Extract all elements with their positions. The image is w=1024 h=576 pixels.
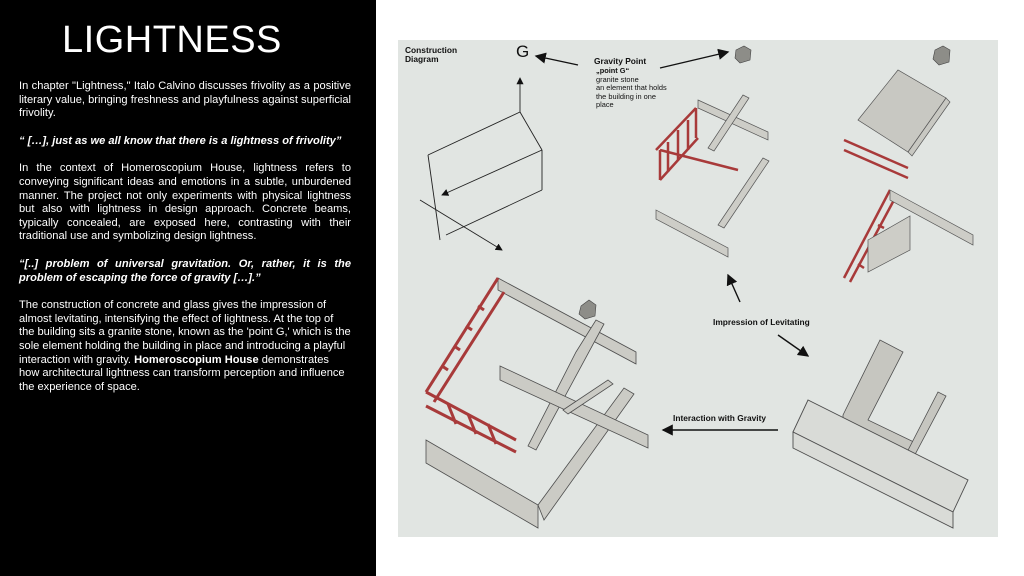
gravity-point-sub: „point G“ <box>596 66 630 75</box>
diagram-drawing <box>398 40 998 537</box>
project-name: Homeroscopium House <box>134 353 259 366</box>
arrow-up-levitating <box>728 275 740 302</box>
quote-gravitation: “[..] problem of universal gravitation. Or, rather, it is the problem of escaping the force of gravity […].” <box>19 257 351 284</box>
g-letter: G <box>516 42 530 61</box>
gravity-point-desc-4: place <box>596 99 614 109</box>
construction-diagram <box>398 40 998 537</box>
paragraph-construction-a: The construction of concrete and glass gives the impression of almost levitating, intensifying the effect of lightness. At the top of the building sits a granite stone, known as the 'point G,' which is the sole element holding the building in place and introducing a playful interaction with gravity. <box>19 299 351 366</box>
granite-stone-icon-3 <box>579 300 596 319</box>
paragraph-construction-b: demonstrates how architectural lightness can transform perception and influence the experience of space. <box>19 353 345 393</box>
roof-slab <box>858 70 950 156</box>
gravity-point-title: Gravity Point <box>594 56 647 66</box>
quote-frivolity: “ […], just as we all know that there is a lightness of frivolity” <box>19 134 342 147</box>
granite-stone-icon-1 <box>735 46 751 63</box>
exploded-beams-top <box>656 95 769 257</box>
slide-title: LIGHTNESS <box>62 19 282 61</box>
truss-main <box>426 278 516 452</box>
levitating-label: Impression of Levitating <box>713 317 810 327</box>
interaction-label: Interaction with Gravity <box>673 413 767 423</box>
paragraph-intro: In chapter "Lightness," Italo Calvino discusses frivolity as a positive literary value, bringing freshness and playfulness against superficial frivolity. <box>19 80 351 120</box>
granite-stone-icon-2 <box>933 46 950 65</box>
arrow-to-stone <box>660 52 728 68</box>
gravity-point-desc <box>596 76 676 109</box>
arrow-to-g <box>536 56 578 65</box>
base-slab <box>793 400 968 528</box>
diagram-title-line2: Diagram <box>405 54 439 65</box>
text-panel <box>0 0 376 576</box>
gravity-point-desc-1: granite stone <box>596 75 639 84</box>
body-text <box>19 80 351 408</box>
paragraph-construction <box>19 299 351 394</box>
paragraph-context: In the context of Homeroscopium House, lightness refers to conveying significant ideas and emotions in a subtle, unburdened manner. The project not only experiments with physical lightness but also with lightness in design approach. Concrete beams, typically concealed, are exposed here, contrasting with their traditional use and symbolizing design lightness. <box>19 162 351 243</box>
axis-sketch <box>420 78 542 250</box>
diagram-title-line1: Construction <box>405 45 458 55</box>
gravity-point-desc-2: an element that holds <box>596 83 667 93</box>
main-structure <box>426 278 648 528</box>
gravity-point-desc-3: the building in one <box>596 91 656 101</box>
diagram-title <box>405 46 457 65</box>
arrow-down-levitating <box>778 335 808 356</box>
